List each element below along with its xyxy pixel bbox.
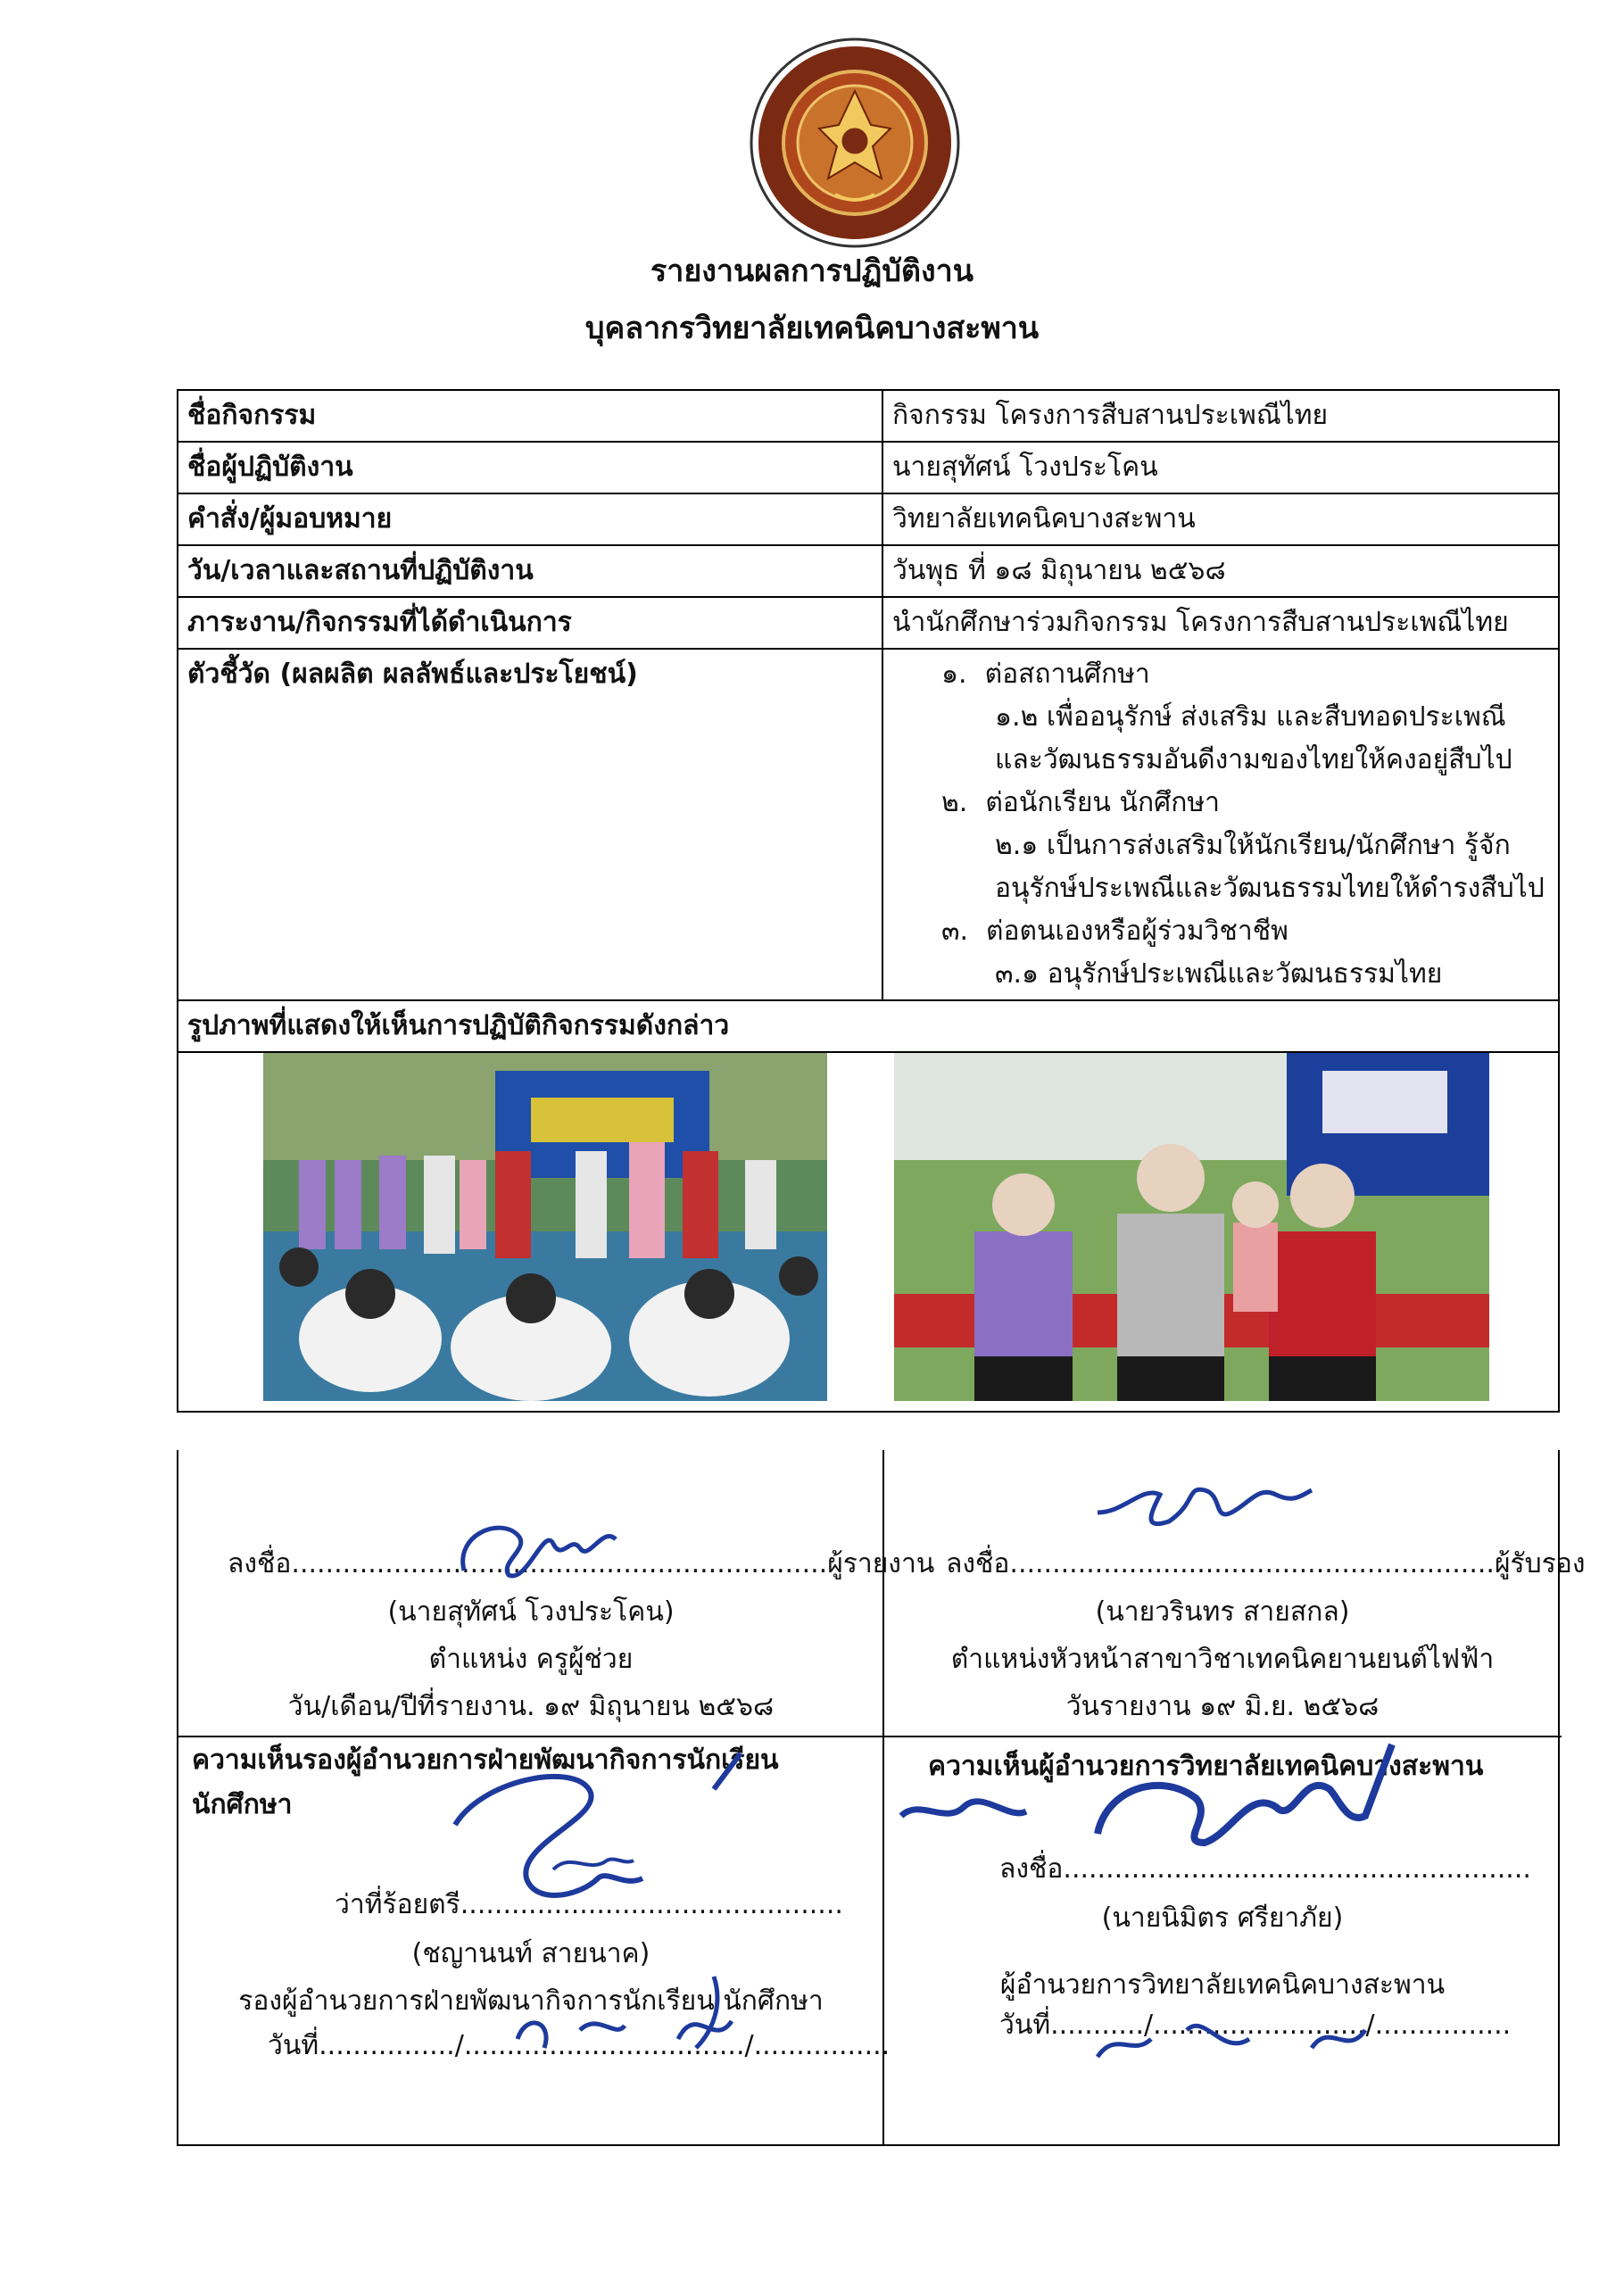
table-row [178,597,1559,649]
certifier-name: (นายวรินทร สายสกล) [1095,1596,1350,1628]
table-row [178,390,1559,442]
photos-label-row [178,1000,1559,1052]
director-sign-line: ลงชื่อ....................................................... [999,1853,1531,1885]
table-row [178,442,1559,493]
row-label: ชื่อกิจกรรม [178,390,882,442]
deputy-position: รองผู้อำนวยการฝ่ายพัฒนากิจการนักเรียน นักศึกษา [238,1985,824,2017]
indicator-line: ๑.๒ เพื่ออนุรักษ์ ส่งเสริม และสืบทอดประเพณี [995,701,1506,733]
row-label: ชื่อผู้ปฏิบัติงาน [178,442,882,493]
director-name: (นายนิมิตร ศรียาภัย) [1101,1902,1344,1934]
indicator-line: และวัฒนธรรมอันดีงามของไทยให้คงอยู่สืบไป [995,744,1512,775]
deputy-heading-line2: นักศึกษา [192,1789,293,1820]
certifier-date: วันรายงาน ๑๙ มิ.ย. ๒๕๖๘ [1065,1691,1380,1722]
indicator-line: ๓.๑ อนุรักษ์ประเพณีและวัฒนธรรมไทย [995,958,1443,990]
row-label: ภาระงาน/กิจกรรมที่ได้ดำเนินการ [178,597,882,649]
director-signature [892,1736,1499,2075]
deputy-date-line: วันที่................/................................./................ [268,2030,891,2061]
deputy-name: (ชญานนท์ สายนาค) [411,1938,650,1969]
row-value: กิจกรรม โครงการสืบสานประเพณีไทย [882,390,1559,442]
table-row [178,493,1559,545]
photos-row [178,1052,1559,1412]
row-label: วัน/เวลาและสถานที่ปฏิบัติงาน [178,545,882,597]
row-value: นำนักศึกษาร่วมกิจกรรม โครงการสืบสานประเพณีไทย [882,597,1559,649]
director-date-line: วันที่.........../........................./................ [999,2010,1512,2041]
deputy-signature [446,1745,785,2084]
reporter-date: วัน/เดือน/ปีที่รายงาน. ๑๙ มิถุนายน ๒๕๖๘ [287,1691,775,1722]
indicators-row [178,649,1559,1000]
photos-label: รูปภาพที่แสดงให้เห็นการปฏิบัติกิจกรรมดังกล่าว [178,1000,1559,1052]
indicator-heading: ๑. ต่อสถานศึกษา [941,659,1150,690]
reporter-sign-line: ลงชื่อ...............................................................ผู้รายงาน [228,1548,935,1579]
director-heading: ความเห็นผู้อำนวยการวิทยาลัยเทคนิคบางสะพาน [928,1751,1484,1782]
indicator-heading: ๒. ต่อนักเรียน นักศึกษา [941,787,1220,818]
reporter-signature [446,1508,625,1588]
certifier-position: ตำแหน่งหัวหน้าสาขาวิชาเทคนิคยานยนต์ไฟฟ้า [950,1644,1495,1675]
reporter-name: (นายสุทัศน์ โวงประโคน) [387,1596,675,1628]
indicator-heading: ๓. ต่อตนเองหรือผู้ร่วมวิชาชีพ [941,916,1288,947]
row-value: นายสุทัศน์ โวงประโคน [882,442,1559,493]
row-value: วิทยาลัยเทคนิคบางสะพาน [882,493,1559,545]
college-seal-logo [748,36,962,250]
deputy-heading-line1: ความเห็นรองผู้อำนวยการฝ่ายพัฒนากิจการนักเรียน [192,1745,779,1776]
indicator-line: ๒.๑ เป็นการส่งเสริมให้นักเรียน/นักศึกษา รู้จัก [995,830,1511,861]
indicators-label: ตัวชี้วัด (ผลผลิต ผลลัพธ์และประโยชน์) [178,649,882,1000]
certifier-sign-line: ลงชื่อ.........................................................ผู้รับรอง [946,1548,1586,1579]
report-title: รายงานผลการปฏิบัติงาน [650,253,974,289]
director-position: ผู้อำนวยการวิทยาลัยเทคนิคบางสะพาน [999,1969,1446,2001]
table-row [178,545,1559,597]
report-subtitle: บุคลากรวิทยาลัยเทคนิคบางสะพาน [584,311,1040,346]
signature-section [177,1450,1586,2146]
deputy-sign-line: ว่าที่ร้อยตรี............................................. [335,1889,843,1920]
row-value: วันพุธ ที่ ๑๘ มิถุนายน ๒๕๖๘ [882,545,1559,597]
indicators-list [882,649,1559,1000]
event-photo-group [263,1053,827,1401]
reporter-position: ตำแหน่ง ครูผู้ช่วย [428,1644,634,1675]
certifier-signature [1089,1468,1321,1548]
indicator-line: อนุรักษ์ประเพณีและวัฒนธรรมไทยให้ดำรงสืบไป [995,873,1545,904]
event-photo-officials [894,1053,1489,1401]
report-table [177,389,1560,1413]
row-label: คำสั่ง/ผู้มอบหมาย [178,493,882,545]
